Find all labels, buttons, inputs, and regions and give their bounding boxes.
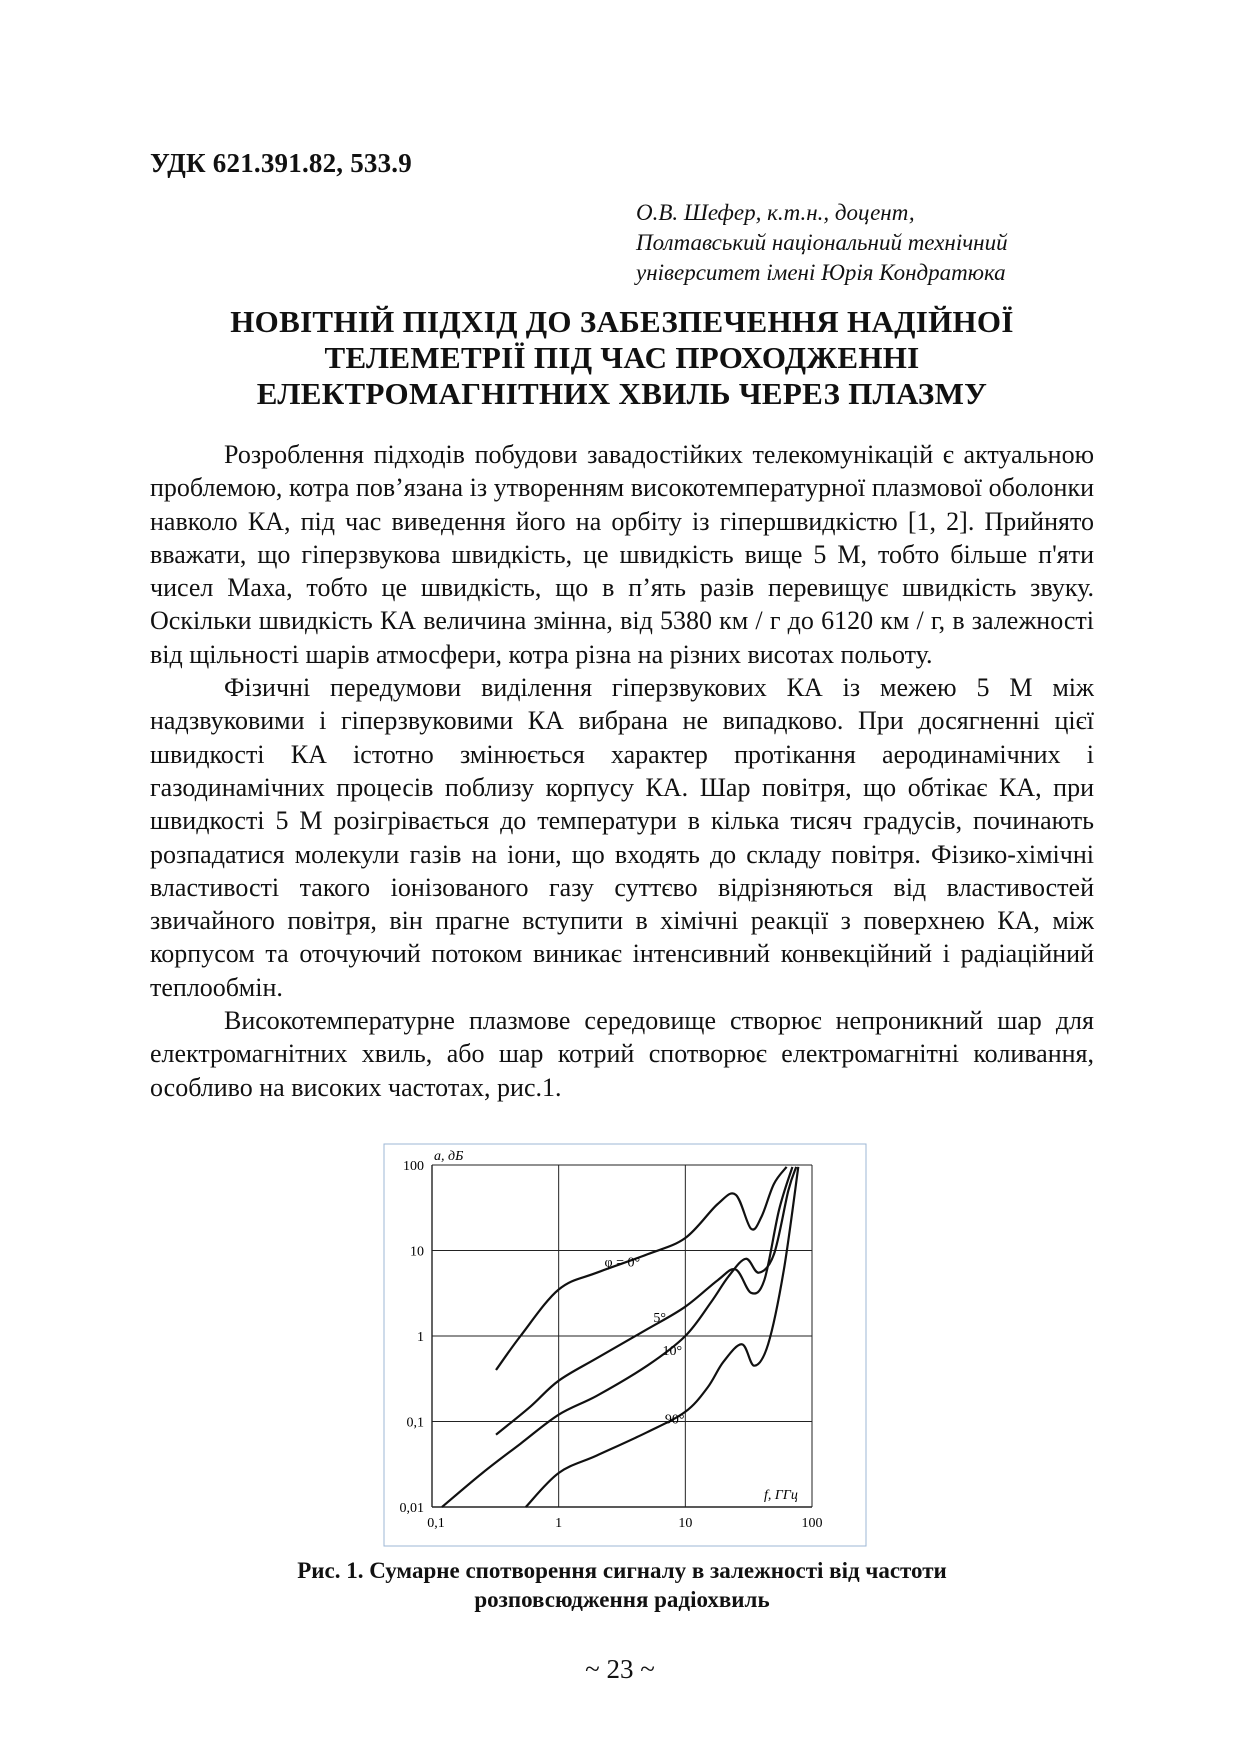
y-tick-label: 100 [403,1159,424,1174]
x-tick-label: 1 [555,1516,563,1531]
y-tick-label: 10 [410,1244,424,1260]
series-line [442,1167,796,1507]
page-number: ~ 23 ~ [585,1654,655,1684]
series-label: 90° [664,1412,685,1428]
caption-line: розповсюдження радіохвиль [474,1587,770,1612]
y-tick-label: 1 [417,1330,424,1345]
y-axis-label: a, дБ [434,1149,464,1164]
x-axis-label: f, ГГц [764,1488,798,1503]
figure-1 [380,1142,870,1550]
body-text [150,438,1094,1104]
attenuation-chart [380,1142,870,1550]
series-label: 10° [662,1343,683,1359]
title-line: ТЕЛЕМЕТРІЇ ПІД ЧАС ПРОХОДЖЕННІ [324,340,920,375]
x-tick-label: 10 [678,1516,693,1531]
paragraph: Високотемпературне плазмове середовище створює непроникний шар для електромагнітних хвиль, або шар котрий спотворює електромагнітні коливання, особливо на високих частотах, рис.1. [150,1006,1094,1102]
figure-caption [150,1556,1094,1614]
author-block [636,198,1156,288]
series-line [496,1167,792,1435]
x-tick-label: 100 [801,1516,823,1531]
y-tick-label: 0,1 [406,1415,424,1431]
y-tick-label: 0,01 [399,1501,424,1516]
author-line: університет імені Юрія Кондратюка [636,260,1006,285]
x-tick-label: 0,1 [427,1516,445,1531]
series-line [496,1167,787,1370]
udk-code: УДК 621.391.82, 533.9 [150,148,412,178]
series-line [526,1167,799,1507]
author-line: Полтавський національний технічний [636,230,1008,255]
series-label: φ = 0° [604,1255,641,1271]
paragraph: Розроблення підходів побудови завадостійких телекомунікацій є актуальною проблемою, котра пов’язана із утворенням високотемпературної плазмової оболонки навколо КА, під час виведення його на орбіту із гіпершвидкістю [1, 2]. Прийнято вважати, що гіперзвукова швидкість, це швидкість вище 5 М, тобто більше п'яти чисел Маха, тобто це швидкість, що в п’ять разів перевищує швидкість звуку. Оскільки швидкість КА величина змінна, від 5380 км / г до 6120 км / г, в залежності від щільності шарів атмосфери, котра різна на різних висотах польоту. [150,440,1094,669]
paragraph: Фізичні передумови виділення гіперзвукових КА із межею 5 М між надзвуковими і гіперзвуковими КА вибрана не випадково. При досягненні цієї швидкості КА істотно змінюється характер протікання аеродинамічних і газодинамічних процесів поблизу корпусу КА. Шар повітря, що обтікає КА, при швидкості 5 М розігрівається до температури в кілька тисяч градусів, починають розпадатися молекули газів на іони, що входять до складу повітря. Фізико-хімічні властивості такого іонізованого газу суттєво відрізняються від властивостей звичайного повітря, він прагне вступити в хімічні реакції з поверхнею КА, між корпусом та оточуючий потоком виникає інтенсивний конвекційний і радіаційний теплообмін. [150,673,1094,1002]
caption-line: Рис. 1. Сумарне спотворення сигналу в залежності від частоти [297,1558,947,1583]
title-line: НОВІТНІЙ ПІДХІД ДО ЗАБЕЗПЕЧЕННЯ НАДІЙНОЇ [230,304,1014,339]
title-line: ЕЛЕКТРОМАГНІТНИХ ХВИЛЬ ЧЕРЕЗ ПЛАЗМУ [256,376,988,411]
series-label: 5° [653,1311,667,1327]
author-line: О.В. Шефер, к.т.н., доцент, [636,200,915,225]
paper-title [150,304,1094,412]
